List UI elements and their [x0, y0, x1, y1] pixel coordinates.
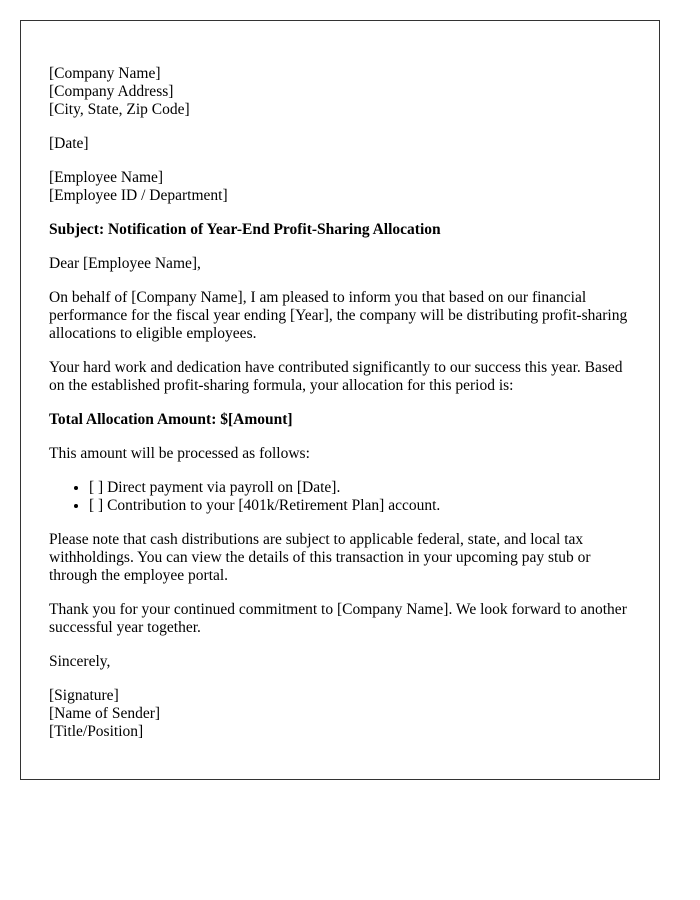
subject-line: Subject: Notification of Year-End Profit-Sharing Allocation	[49, 221, 441, 238]
sender-company-address: [Company Address]	[49, 83, 174, 100]
closing-paragraph: Thank you for your continued commitment to [Company Name]. We look forward to another successful year together.	[49, 601, 627, 636]
option-direct-payment: • [ ] Direct payment via payroll on [Date].	[89, 479, 631, 497]
signature-line: [Signature]	[49, 687, 119, 704]
sender-name: [Name of Sender]	[49, 705, 161, 722]
processing-paragraph: This amount will be processed as follows:	[49, 445, 310, 462]
letter-date: [Date]	[49, 135, 89, 152]
sign-off: Sincerely,	[49, 653, 111, 670]
sender-city-state-zip: [City, State, Zip Code]	[49, 101, 190, 118]
intro-paragraph: On behalf of [Company Name], I am pleased to inform you that based on our financial performance for the fiscal year ending [Year], the company will be distributing profit-sharing allocations to eligible employees.	[49, 289, 628, 342]
payment-options-list	[49, 479, 631, 515]
sender-company-name: [Company Name]	[49, 65, 161, 82]
appreciation-paragraph: Your hard work and dedication have contributed significantly to our success this year. Based on the established profit-sharing formula, your allocation for this period is:	[49, 359, 623, 394]
sender-title: [Title/Position]	[49, 723, 144, 740]
tax-paragraph: Please note that cash distributions are subject to applicable federal, state, and local tax withholdings. You can view the details of this transaction in your upcoming pay stub or through the employee portal.	[49, 531, 591, 584]
recipient-name: [Employee Name]	[49, 169, 164, 186]
total-allocation: Total Allocation Amount: $[Amount]	[49, 411, 293, 428]
option-retirement-contribution: • [ ] Contribution to your [401k/Retirement Plan] account.	[89, 497, 631, 515]
salutation: Dear [Employee Name],	[49, 255, 201, 272]
recipient-id-department: [Employee ID / Department]	[49, 187, 228, 204]
letter-page	[20, 20, 660, 780]
